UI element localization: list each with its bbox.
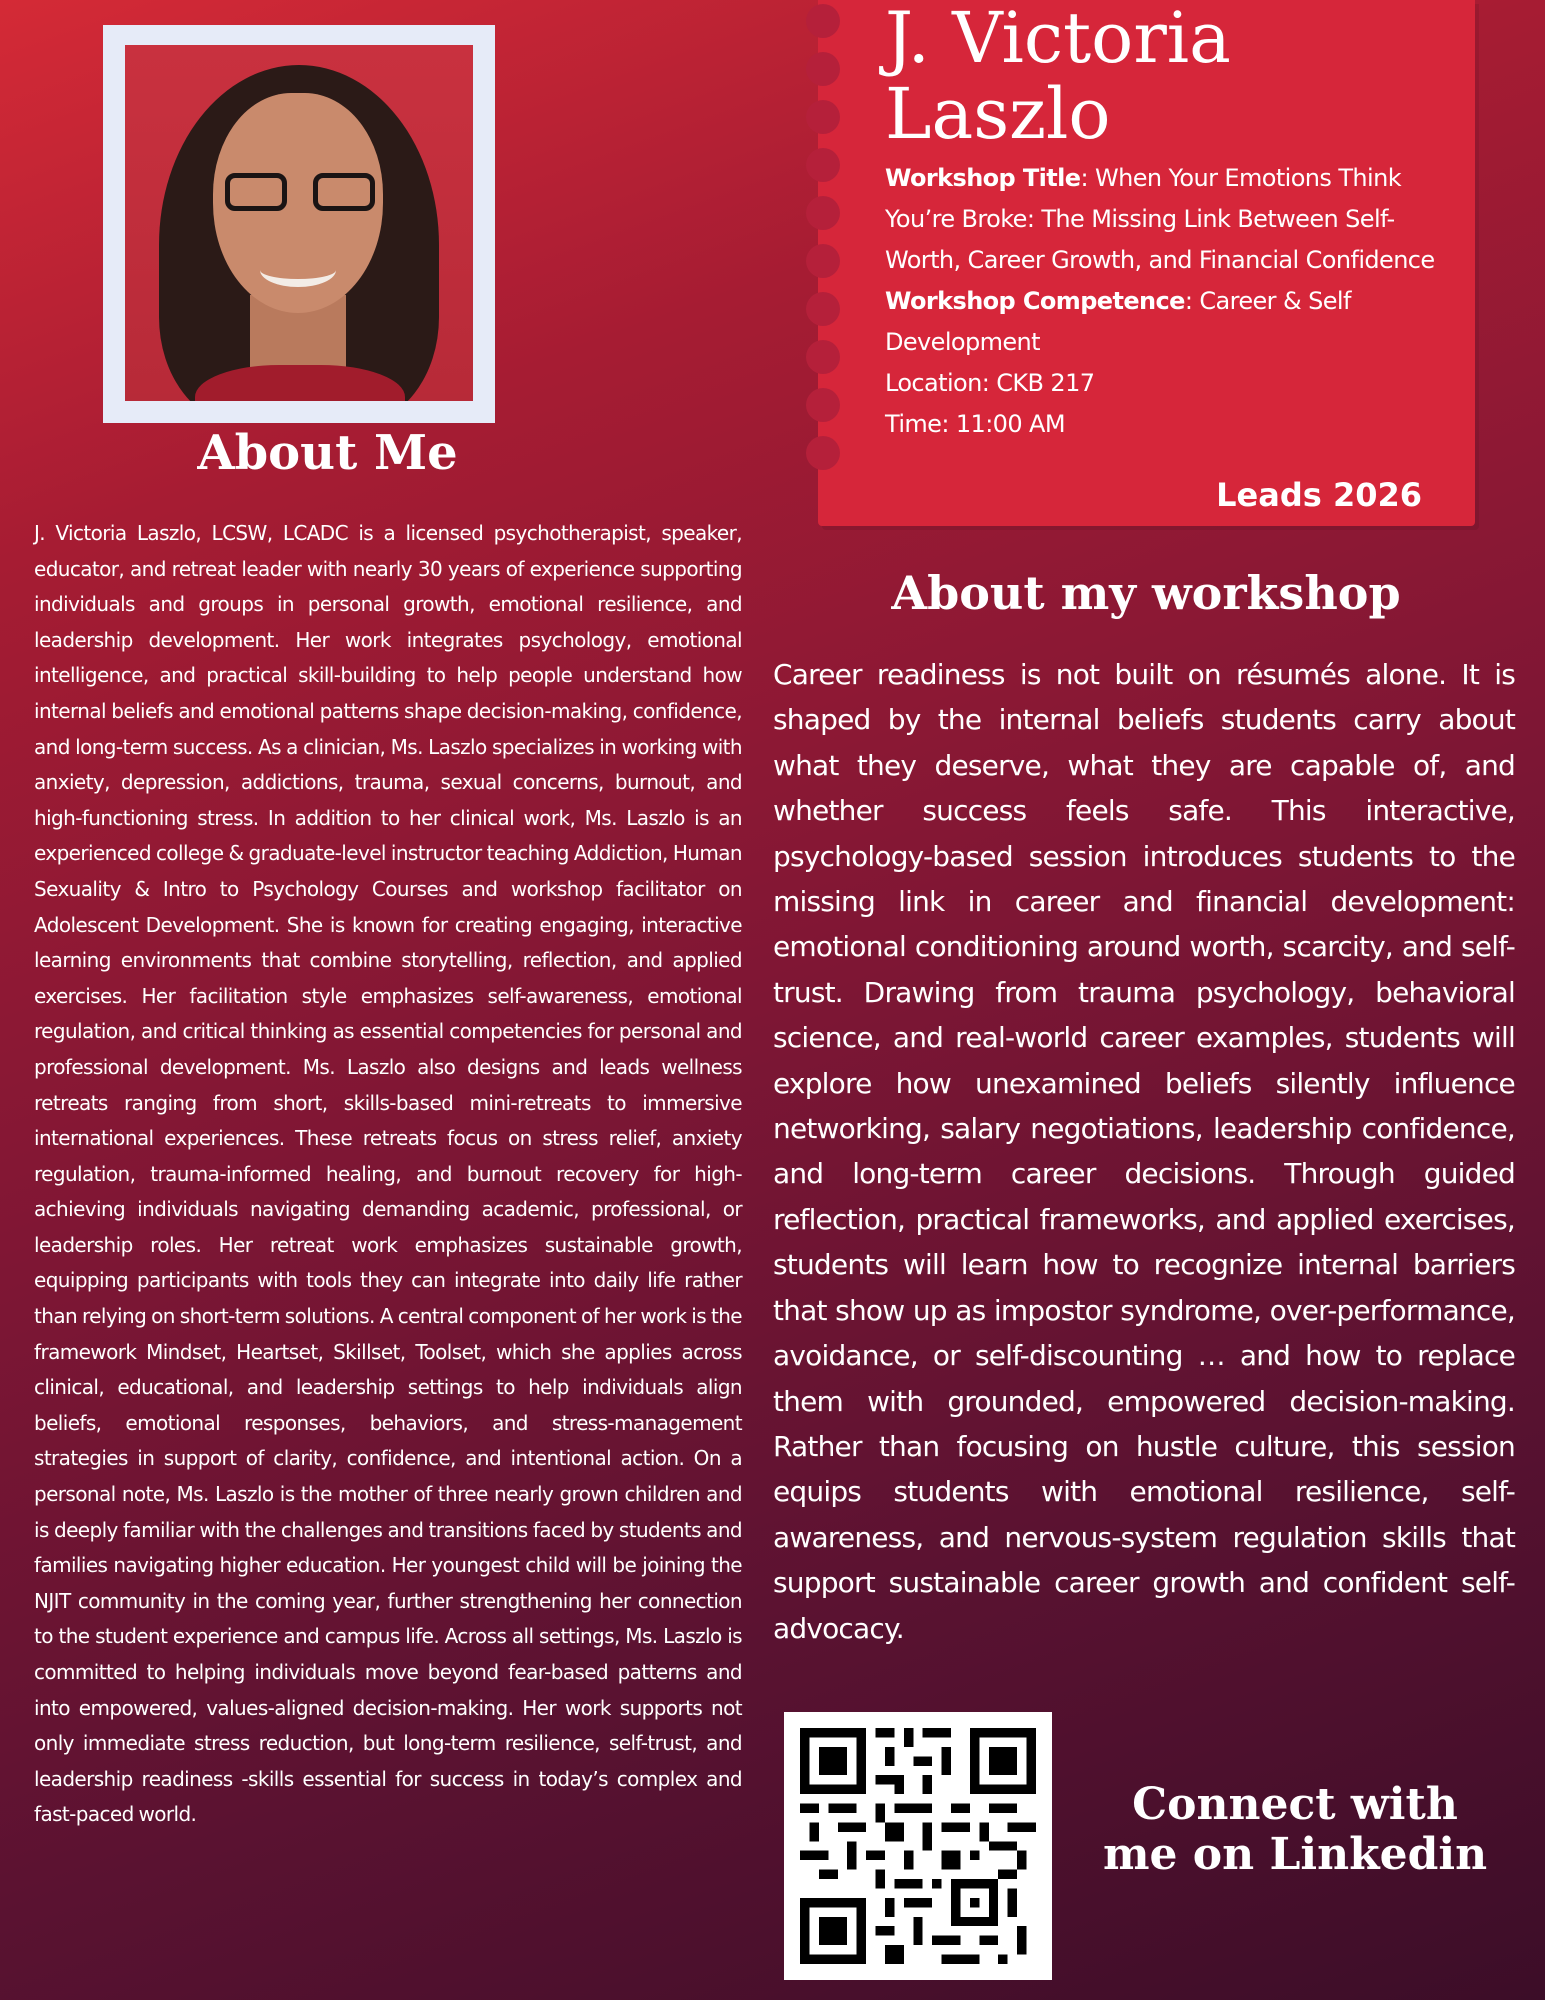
linkedin-connect-label: Connect with me on Linkedin — [1102, 1779, 1488, 1880]
workshop-location: Location: CKB 217 — [885, 369, 1095, 397]
event-brand: Leads 2026 — [1216, 476, 1422, 514]
workshop-competence-value: : Career & Self Development — [885, 287, 1351, 356]
qr-code-icon — [800, 1728, 1036, 1964]
about-me-heading: About Me — [197, 425, 458, 481]
workshop-title-value: : When Your Emotions Think You’re Broke: The Missing Link Between Self-Worth, Career Growth, and Financial Confidence — [885, 164, 1435, 274]
about-workshop-description: Career readiness is not built on résumés alone. It is shaped by the internal beliefs students carry about what they deserve, what they are capable of, and whether success feels safe. This interactive, psychology-based session introduces students to the missing link in career and financial development: emotional conditioning around worth, scarcity, and self-trust. Drawing from trauma psychology, behavioral science, and real-world career examples, students will explore how unexamined beliefs silently influence networking, salary negotiations, leadership confidence, and long-term career decisions. Through guided reflection, practical frameworks, and applied exercises, students will learn how to recognize internal barriers that show up as impostor syndrome, over-performance, avoidance, or self-discounting … and how to replace them with grounded, empowered decision-making. Rather than focusing on hustle culture, this session equips students with emotional resilience, self-awareness, and nervous-system regulation skills that support sustainable career growth and confident self-advocacy. — [773, 658, 1515, 1645]
about-me-bio: J. Victoria Laszlo, LCSW, LCADC is a licensed psychotherapist, speaker, educator, and retreat leader with nearly 30 years of experience supporting individuals and groups in personal growth, emotional resilience, and leadership development. Her work integrates psychology, emotional intelligence, and practical skill-building to help people understand how internal beliefs and emotional patterns shape decision-making, confidence, and long-term success. As a clinician, Ms. Laszlo specializes in working with anxiety, depression, addictions, trauma, sexual concerns, burnout, and high-functioning stress. In addition to her clinical work, Ms. Laszlo is an experienced college & graduate-level instructor teaching Addiction, Human Sexuality & Intro to Psychology Courses and workshop facilitator on Adolescent Development. She is known for creating engaging, interactive learning environments that combine storytelling, reflection, and applied exercises. Her facilitation style emphasizes self-awareness, emotional regulation, and critical thinking as essential competencies for personal and professional development. Ms. Laszlo also designs and leads wellness retreats ranging from short, skills-based mini-retreats to immersive international experiences. These retreats focus on stress relief, anxiety regulation, trauma-informed healing, and burnout recovery for high-achieving individuals navigating demanding academic, professional, or leadership roles. Her retreat work emphasizes sustainable growth, equipping participants with tools they can integrate into daily life rather than relying on short-term solutions. A central component of her work is the framework Mindset, Heartset, Skillset, Toolset, which she applies across clinical, educational, and leadership settings to help individuals align beliefs, emotional responses, behaviors, and stress-management strategies in support of clarity, confidence, and intentional action. On a personal note, Ms. Laszlo is the mother of three nearly grown children and is deeply familiar with the challenges and transitions faced by students and families navigating higher education. Her youngest child will be joining the NJIT community in the coming year, further strengthening her connection to the student experience and campus life. Across all settings, Ms. Laszlo is committed to helping individuals move beyond fear-based patterns and into empowered, values-aligned decision-making. Her work supports not only immediate stress reduction, but long-term resilience, self-trust, and leadership readiness -skills essential for success in today’s complex and fast-paced world. — [34, 521, 742, 1827]
speaker-name: J. Victoria Laszlo — [885, 0, 1231, 155]
profile-photo — [125, 45, 473, 401]
profile-photo-frame — [103, 25, 495, 423]
workshop-title-label: Workshop Title — [885, 164, 1081, 192]
workshop-competence-label: Workshop Competence — [885, 287, 1185, 315]
workshop-title-row — [885, 158, 1440, 281]
workshop-time: Time: 11:00 AM — [885, 410, 1065, 438]
workshop-competence-row — [885, 281, 1440, 363]
workshop-details — [885, 158, 1440, 445]
linkedin-qr-code[interactable] — [784, 1712, 1052, 1980]
about-workshop-heading: About my workshop — [891, 566, 1401, 620]
